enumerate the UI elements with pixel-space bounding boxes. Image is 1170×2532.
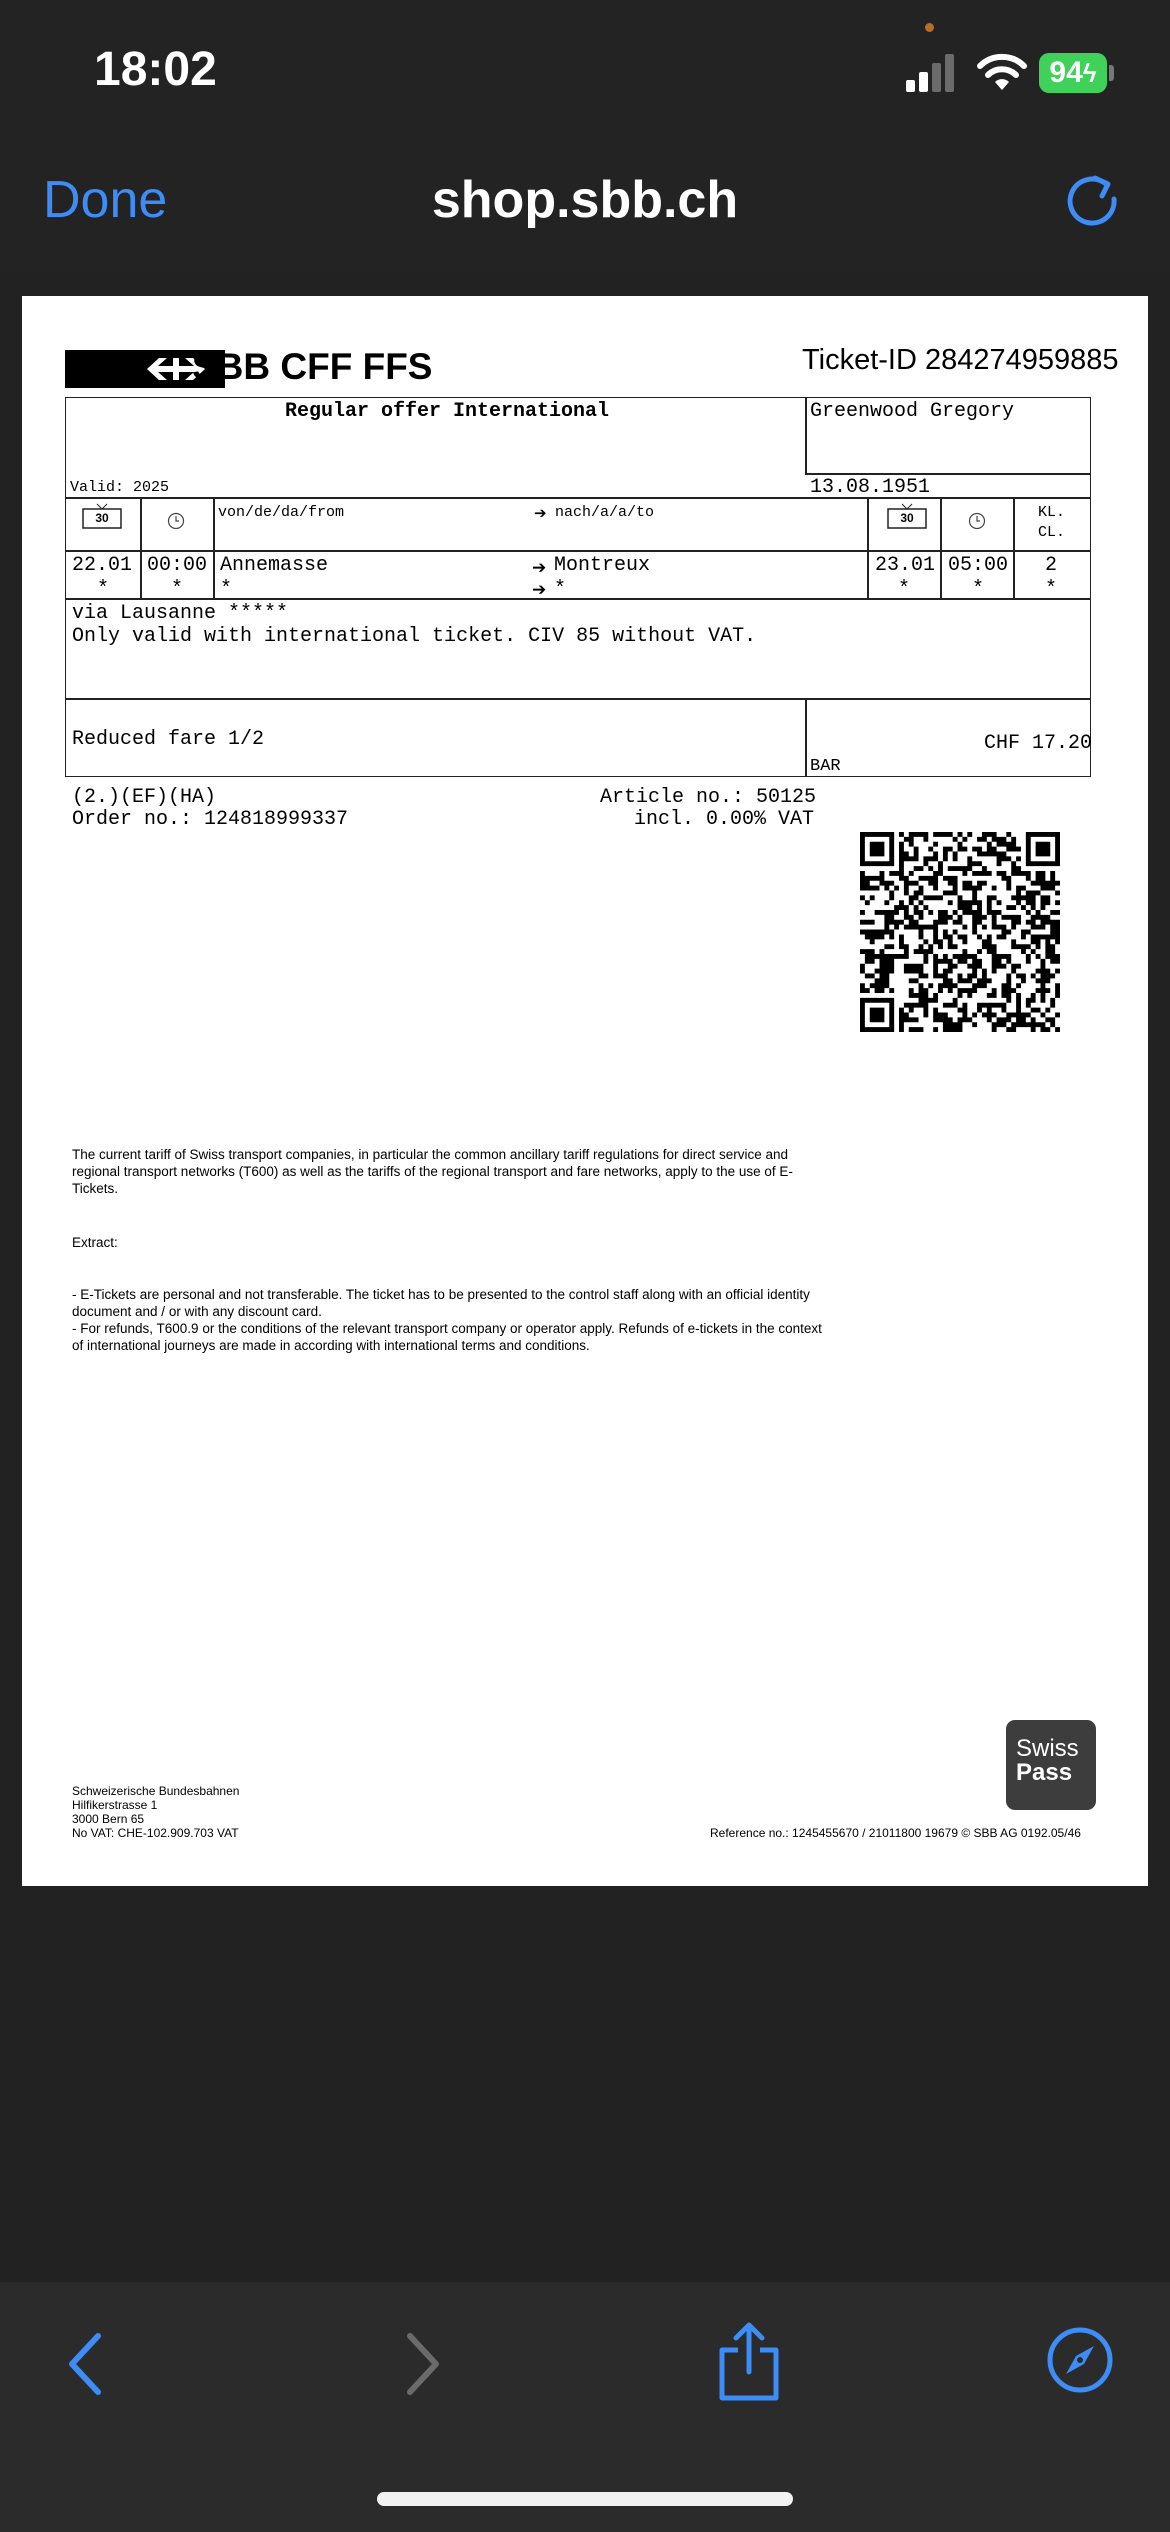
battery-nub	[1109, 65, 1114, 81]
status-bar	[0, 0, 1170, 140]
arrow-icon: ➔	[534, 505, 547, 522]
camera-indicator-icon	[925, 23, 934, 32]
home-indicator[interactable]	[377, 2492, 793, 2506]
legal-bullet: - E-Tickets are personal and not transferable. The ticket has to be presented to the control staff along with an official identity document and / or with any discount card.	[72, 1287, 810, 1319]
swisspass-text: Swiss	[1016, 1735, 1079, 1762]
browser-navbar	[0, 140, 1170, 272]
destination-station: Montreux	[554, 554, 651, 577]
placeholder-star: *	[171, 578, 184, 601]
divider	[805, 473, 1091, 475]
divider	[65, 698, 1091, 700]
ticket-document	[22, 296, 1148, 1886]
page-title: shop.sbb.ch	[431, 171, 739, 229]
placeholder-star: *	[97, 578, 110, 601]
compass-icon[interactable]	[1046, 2326, 1114, 2394]
valid-label: Valid: 2025	[70, 479, 170, 496]
via-route: via Lausanne *****	[72, 602, 289, 625]
departure-time: 00:00	[147, 554, 208, 577]
legal-bullet: - For refunds, T600.9 or the conditions of the relevant transport company or operator apply. Refunds of e-tickets in the context of international journeys are made in according with international terms and conditions.	[72, 1321, 822, 1353]
divider	[867, 497, 869, 598]
payment-method: BAR	[810, 757, 841, 776]
class-header: KL.	[1038, 504, 1066, 521]
clock-icon	[167, 512, 185, 530]
placeholder-star: *	[972, 578, 985, 601]
origin-station: Annemasse	[220, 554, 329, 577]
travel-class: 2	[1045, 554, 1058, 577]
ticket-table	[65, 397, 1091, 777]
divider	[213, 497, 215, 598]
departure-date: 22.01	[72, 554, 133, 577]
passenger-name: Greenwood Gregory	[810, 400, 1015, 423]
from-header: von/de/da/from	[218, 504, 345, 521]
placeholder-star: *	[1045, 578, 1058, 601]
forward-icon[interactable]	[400, 2332, 444, 2396]
placeholder-star: *	[554, 578, 567, 601]
share-icon[interactable]	[716, 2322, 782, 2402]
arrow-icon: ➔	[532, 558, 547, 577]
reload-icon[interactable]	[1062, 168, 1124, 230]
clock-icon	[968, 512, 986, 530]
placeholder-star: *	[898, 578, 911, 601]
battery-icon: 94 ϟ	[1039, 53, 1107, 93]
company-vat: No VAT: CHE-102.909.703 VAT	[72, 1826, 239, 1840]
class-header: CL.	[1038, 524, 1066, 541]
divider	[140, 497, 142, 598]
document-viewer[interactable]	[0, 272, 1170, 2282]
placeholder-star: *	[220, 578, 233, 601]
birth-date: 13.08.1951	[810, 476, 931, 499]
calendar-day: 30	[900, 511, 914, 525]
offer-title: Regular offer International	[285, 400, 610, 423]
divider	[1013, 497, 1015, 598]
divider	[65, 550, 1091, 552]
ticket-codes: (2.)(EF)(HA)	[72, 786, 217, 809]
fare-type: Reduced fare 1/2	[72, 728, 265, 751]
divider	[65, 497, 1091, 499]
divider	[940, 497, 942, 598]
divider	[65, 598, 1091, 600]
ticket-price: CHF 17.20	[984, 732, 1093, 755]
extract-label: Extract:	[72, 1235, 118, 1250]
qr-code	[860, 832, 1060, 1032]
company-name: Schweizerische Bundesbahnen	[72, 1784, 240, 1798]
arrow-icon: ➔	[532, 580, 547, 599]
calendar-icon	[82, 503, 122, 527]
reference-number: Reference no.: 1245455670 / 21011800 19679 © SBB AG 0192.05/46	[710, 1826, 1081, 1840]
brand-name: SBB CFF FFS	[192, 346, 433, 387]
arrival-date: 23.01	[875, 554, 936, 577]
back-icon[interactable]	[64, 2332, 108, 2396]
ticket-id: Ticket-ID 284274959885	[802, 344, 1119, 376]
calendar-day: 30	[95, 511, 109, 525]
battery-level: 94	[1049, 56, 1083, 89]
validity-note: Only valid with international ticket. CIV 85 without VAT.	[72, 625, 757, 648]
company-city: 3000 Bern 65	[72, 1812, 145, 1826]
article-number: Article no.: 50125	[600, 786, 817, 809]
divider	[805, 698, 807, 777]
divider	[805, 397, 807, 473]
swisspass-text: Pass	[1016, 1759, 1073, 1786]
order-number: Order no.: 124818999337	[72, 808, 349, 831]
status-time: 18:02	[94, 43, 217, 96]
cellular-signal-icon	[906, 54, 956, 92]
qr-modules	[860, 832, 1060, 1032]
company-street: Hilfikerstrasse 1	[72, 1798, 158, 1812]
done-button[interactable]: Done	[43, 171, 168, 229]
to-header: nach/a/a/to	[555, 504, 655, 521]
calendar-icon	[887, 503, 927, 527]
tariff-text: The current tariff of Swiss transport companies, in particular the common ancillary tariff regulations for direct service and regional transport networks (T600) as well as the tariffs of the regional transport and fare networks, apply to the use of E-Tickets.	[72, 1147, 793, 1196]
swisspass-logo	[1006, 1720, 1096, 1810]
arrival-time: 05:00	[948, 554, 1009, 577]
vat-note: incl. 0.00% VAT	[634, 808, 815, 831]
wifi-icon	[976, 52, 1028, 92]
